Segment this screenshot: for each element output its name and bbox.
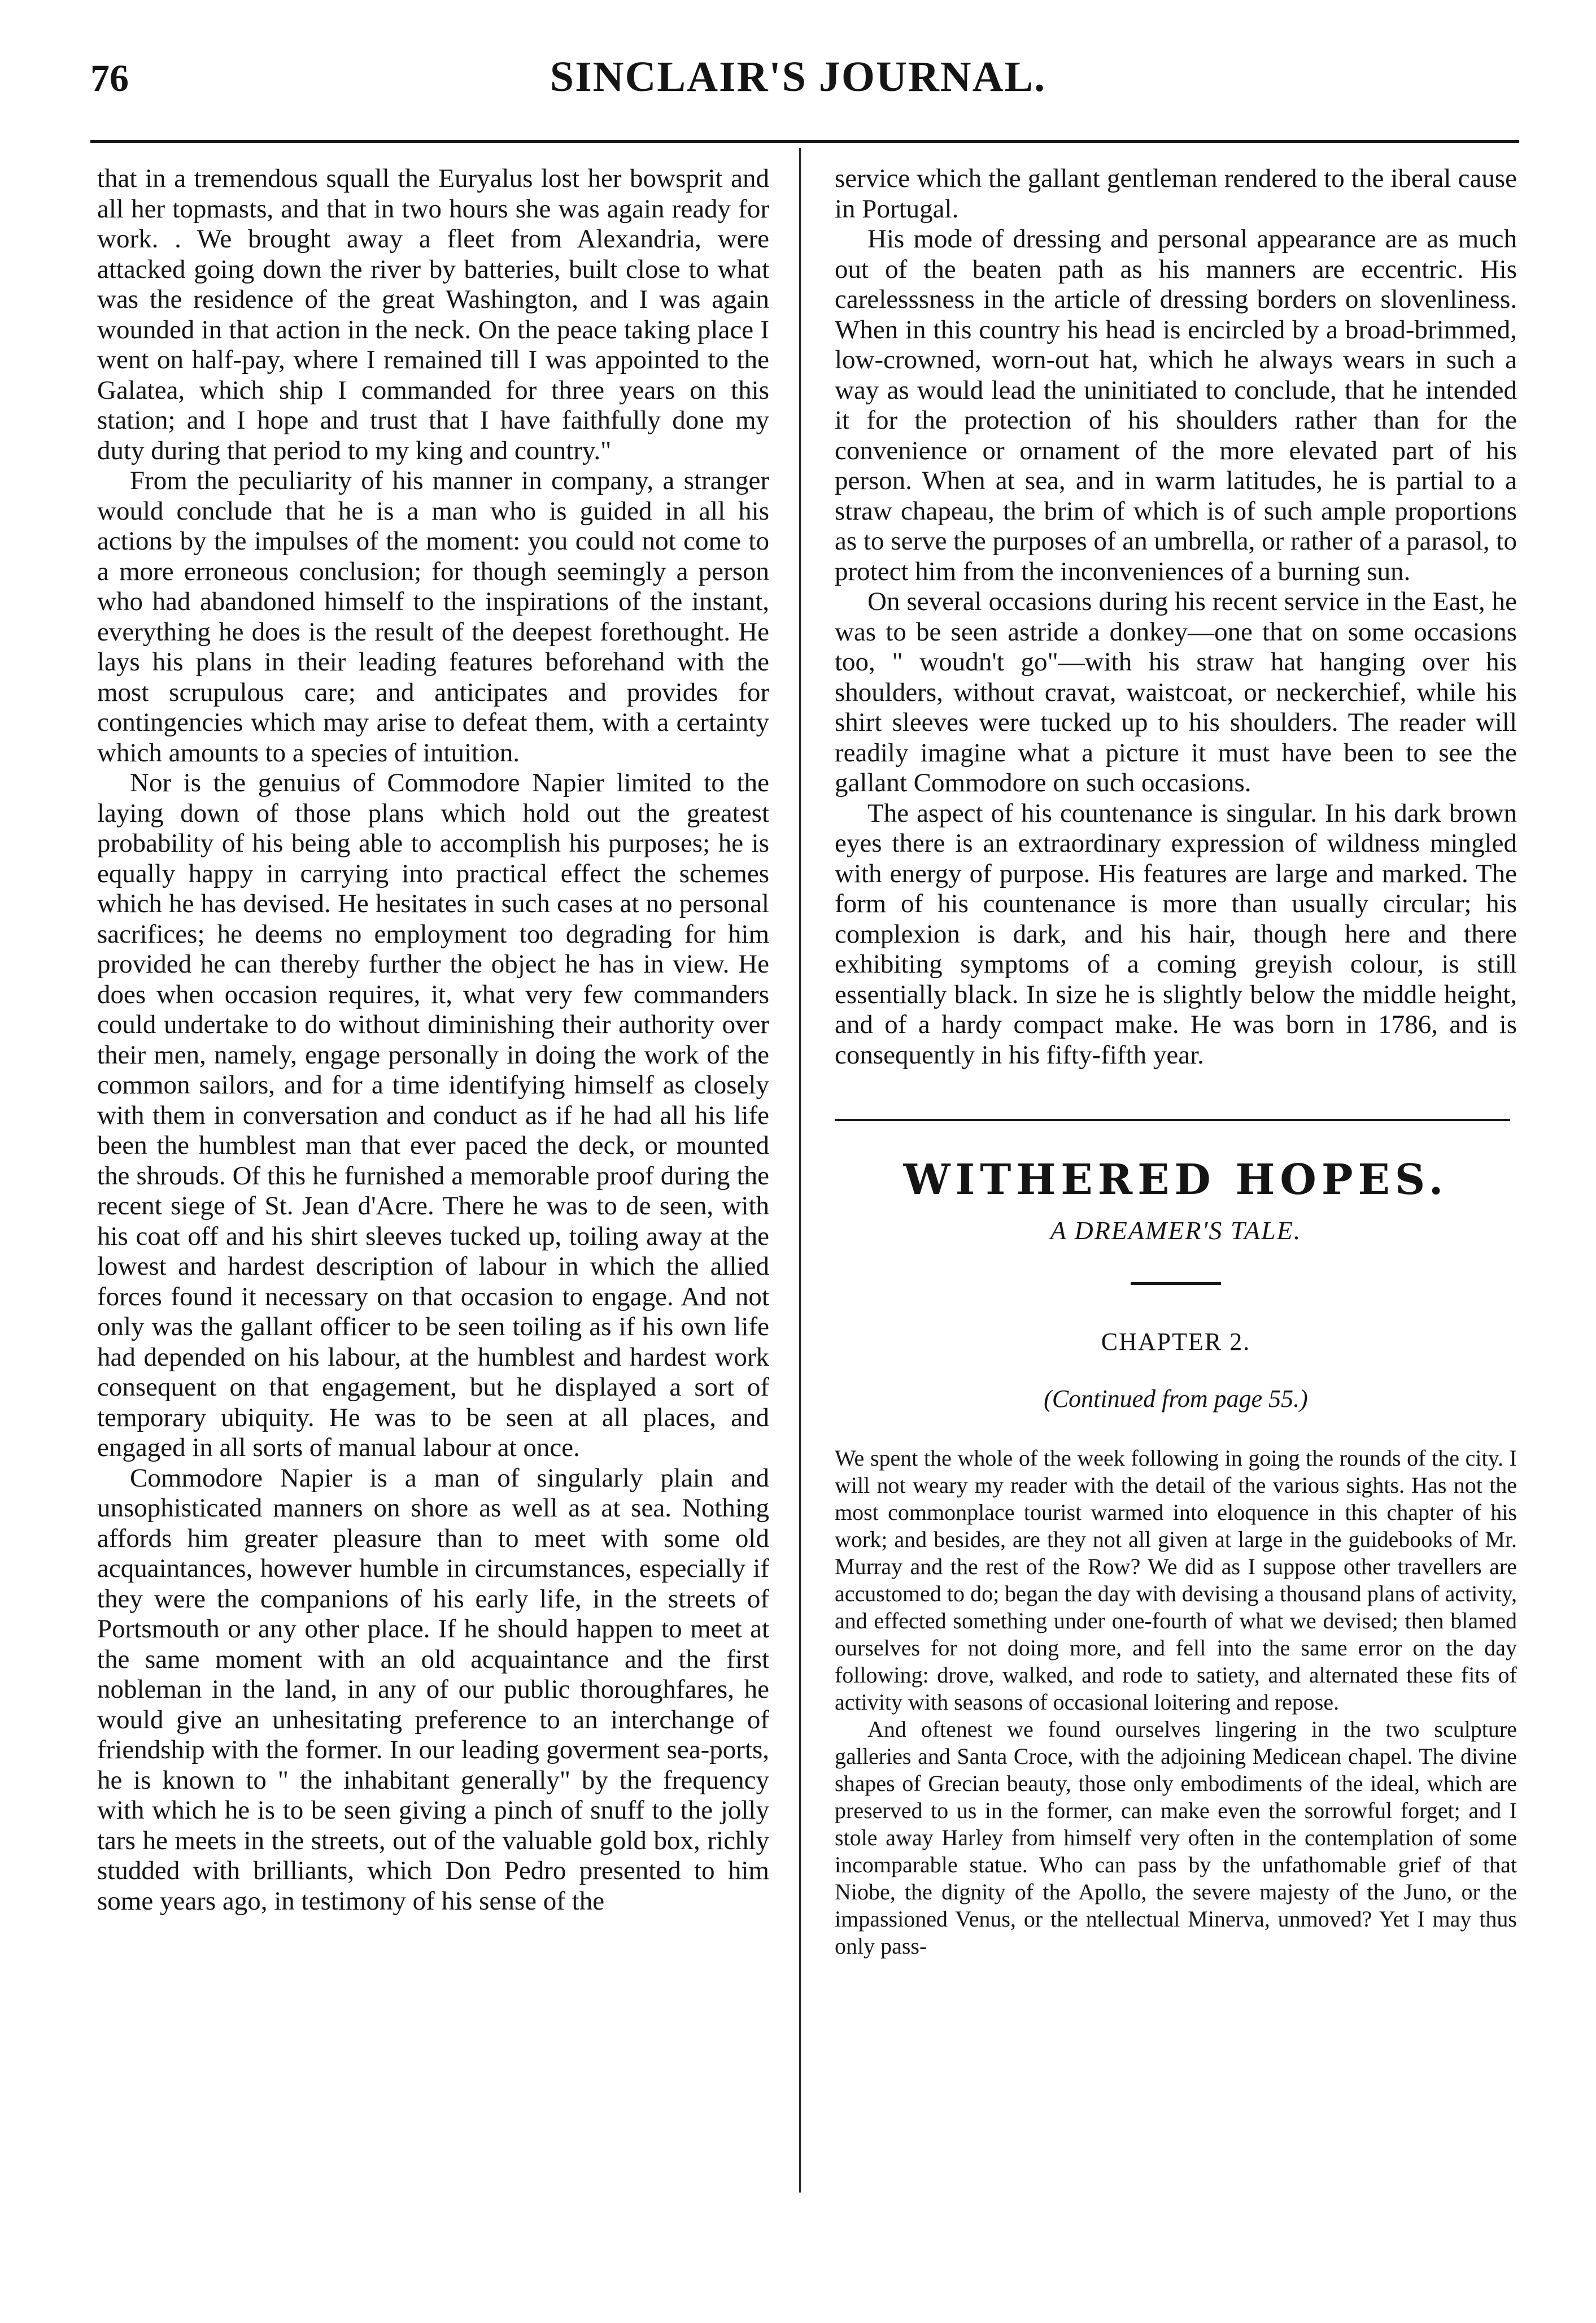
story-subtitle: A DREAMER'S TALE.: [1050, 1216, 1302, 1245]
header-rule: [90, 140, 1519, 143]
chapter-heading: CHAPTER 2.: [1101, 1327, 1251, 1356]
right-column: [835, 164, 1517, 1960]
body-paragraph: that in a tremendous squall the Euryalus lost her bowsprit and all her topmasts, and that in two hours she was again ready for work. . We brought away a fleet from Alexandria, were attacked going down the river by batteries, built close to what was the residence of the great Washington, and I was again wounded in that action in the neck. On the peace taking place I went on half-pay, where I remained till I was appointed to the Galatea, which ship I commanded for three years on this station; and I hope and trust that I have faithfully done my duty during that period to my king and country.": [97, 164, 769, 465]
left-column: [97, 164, 769, 1916]
body-paragraph: His mode of dressing and personal appearance are as much out of the beaten path as his manners are eccentric. His carelesssness in the article of dressing borders on slovenliness. When in this country his head is encircled by a broad-brimmed, low-crowned, worn-out hat, which he always wears in such a way as would lead the uninitiated to conclude, that he intended it for the protection of his shoulders rather than for the convenience or ornament of the more elevated part of his person. When at sea, and in warm latitudes, he is partial to a straw chapeau, the brim of which is of such ample proportions as to serve the purposes of an umbrella, or rather of a parasol, to protect him from the inconveniences of a burning sun.: [835, 224, 1517, 586]
page-number: 76: [90, 56, 129, 99]
story-title: WITHERED HOPES.: [903, 1156, 1449, 1204]
body-paragraph: Nor is the genuius of Commodore Napier limited to the laying down of those plans which hold out the greatest probability of his being able to accomplish his purposes; he is equally happy in carrying into practical effect the schemes which he has devised. He hesitates in such cases at no personal sacrifices; he deems no employment too degrading for him provided he can thereby further the object he has in view. He does when occasion requires, it, what very few commanders could undertake to do without diminishing their authority over their men, namely, engage personally in doing the work of the common sailors, and for a time identifying himself as closely with them in conversation and conduct as if he had all his life been the humblest man that ever paced the deck, or mounted the shrouds. Of this he furnished a memorable proof during the recent siege of St. Jean d'Acre. There he was to de seen, with his coat off and his shirt sleeves tucked up, toiling away at the lowest and hardest description of labour in which the allied forces found it necessary on that occasion to engage. And not only was the gallant officer to be seen toiling as if his own life had depended on his labour, at the humblest and hardest work consequent on that engagement, but he displayed a sort of temporary ubiquity. He was to be seen at all places, and engaged in all sorts of manual labour at once.: [97, 768, 769, 1462]
body-paragraph: Commodore Napier is a man of singularly plain and unsophisticated manners on shore as well as at sea. Nothing affords him greater pleasure than to meet with some old acquaintances, however humble in circumstances, especially if they were the companions of his early life, in the streets of Portsmouth or any other place. If he should happen to meet at the same moment with an old acquaintance and the first nobleman in the land, in any of our public thoroughfares, he would give an unhesitating preference to an interchange of friendship with the former. In our leading goverment sea-ports, he is known to " the inhabitant generally" by the frequency with which he is to be seen giving a pinch of snuff to the jolly tars he meets in the streets, out of the valuable gold box, richly studded with brilliants, which Don Pedro presented to him some years ago, in testimony of his sense of the: [97, 1463, 769, 1916]
running-head-title: SINCLAIR'S JOURNAL.: [550, 53, 1046, 101]
story-paragraph: And oftenest we found ourselves lingering in the two sculpture galleries and Santa Croce, with the adjoining Medicean chapel. The divine shapes of Grecian beauty, those only embodiments of the ideal, which are preserved to us in the former, can make even the sorrowful forget; and I stole away Harley from himself very often in the contemplation of some incomparable statue. Who can pass by the unfathomable grief of that Niobe, the dignity of the Apollo, the severe majesty of the Juno, or the impassioned Venus, or the ntellectual Minerva, unmoved? Yet I may thus only pass-: [835, 1716, 1517, 1959]
short-divider: [1131, 1282, 1221, 1285]
body-paragraph: On several occasions during his recent service in the East, he was to be seen astride a donkey—one that on some occasions too, " woudn't go"—with his straw hat hanging over his shoulders, without cravat, waistcoat, or neckerchief, while his shirt sleeves were tucked up to his shoulders. The reader will readily imagine what a picture it must have been to see the gallant Commodore on such occasions.: [835, 587, 1517, 797]
continued-note: (Continued from page 55.): [1044, 1385, 1308, 1413]
section-divider: [835, 1119, 1510, 1121]
story-text: [835, 1445, 1517, 1960]
body-paragraph: From the peculiarity of his manner in company, a stranger would conclude that he is a man who is guided in all his actions by the impulses of the moment: you could not come to a more erroneous conclusion; for though seemingly a person who had abandoned himself to the inspirations of the instant, everything he does is the result of the deepest forethought. He lays his plans in their leading features beforehand with the most scrupulous care; and anticipates and provides for contingencies which may arise to defeat them, with a certainty which amounts to a species of intuition.: [97, 466, 769, 768]
story-paragraph: We spent the whole of the week following in going the rounds of the city. I will not weary my reader with the detail of the various sights. Has not the most commonplace tourist warmed into eloquence in this chapter of his work; and besides, are they not all given at large in the guidebooks of Mr. Murray and the rest of the Row? We did as I suppose other travellers are accustomed to do; began the day with devising a thousand plans of activity, and effected something under one-fourth of what we devised; then blamed ourselves for not doing more, and fell into the same error on the day following: drove, walked, and rode to satiety, and alternated these fits of activity with seasons of occasional loitering and repose.: [835, 1445, 1517, 1715]
body-paragraph: service which the gallant gentleman rendered to the iberal cause in Portugal.: [835, 164, 1517, 224]
column-divider: [799, 148, 801, 2193]
body-paragraph: The aspect of his countenance is singular. In his dark brown eyes there is an extraordinary expression of wildness mingled with energy of purpose. His features are large and marked. The form of his countenance is more than usually circular; his complexion is dark, and his hair, though here and there exhibiting symptoms of a coming greyish colour, is still essentially black. In size he is slightly below the middle height, and of a hardy compact make. He was born in 1786, and is consequently in his fifty-fifth year.: [835, 798, 1517, 1070]
